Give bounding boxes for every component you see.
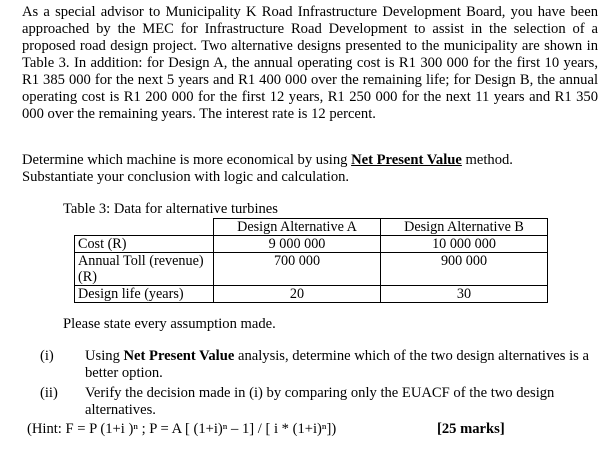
cell-cost-b: 10 000 000 xyxy=(381,236,548,253)
row-label-design-life: Design life (years) xyxy=(75,286,214,303)
task-paragraph xyxy=(22,152,598,186)
question-number: (i) xyxy=(40,348,54,364)
assumption-note: Please state every assumption made. xyxy=(63,316,276,332)
task-line-2: Substantiate your conclusion with logic and calculation. xyxy=(22,169,350,185)
table-row xyxy=(75,236,548,253)
formula-hint: (Hint: F = P (1+i )ⁿ ; P = A [ (1+i)ⁿ – 1] / [ i * (1+i)ⁿ]) xyxy=(27,421,337,437)
marks-label: [25 marks] xyxy=(437,421,505,437)
cell-life-b: 30 xyxy=(381,286,548,303)
intro-paragraph: As a special advisor to Municipality K Road Infrastructure Development Board, you have been approached by the MEC for Infrastructure Road Development to assist in the selection of a proposed road design project. Two alternative designs presented to the municipality are shown in Table 3. In addition: for Design A, the annual operating cost is R1 300 000 for the first 10 years, R1 385 000 for the next 5 years and R1 400 000 over the remaining life; for Design B, the annual operating cost is R1 200 000 for the first 12 years, R1 250 000 for the next 11 years and R1 350 000 over the remaining years. The interest rate is 12 percent. xyxy=(22,4,598,122)
question-text xyxy=(85,348,600,382)
table-header-design-b: Design Alternative B xyxy=(381,219,548,236)
table-row xyxy=(75,286,548,303)
question-text-before: Using xyxy=(85,348,124,364)
question-bold: Net Present Value xyxy=(123,348,235,364)
question-ii xyxy=(40,385,600,419)
table-header-design-a: Design Alternative A xyxy=(214,219,381,236)
data-table xyxy=(74,218,548,303)
row-label-cost: Cost (R) xyxy=(75,236,214,253)
table-row xyxy=(75,253,548,286)
table-caption: Table 3: Data for alternative turbines xyxy=(63,201,278,217)
question-text: Verify the decision made in (i) by comparing only the EUACF of the two design alternatives. xyxy=(85,385,555,418)
cell-toll-b: 900 000 xyxy=(381,253,548,286)
question-i xyxy=(40,348,600,382)
row-label-annual-toll: Annual Toll (revenue) (R) xyxy=(75,253,214,286)
question-number: (ii) xyxy=(40,385,58,401)
question-text-after: analysis, determine which of the two design alternatives is a better option. xyxy=(85,348,589,381)
cell-toll-a: 700 000 xyxy=(214,253,381,286)
cell-cost-a: 9 000 000 xyxy=(214,236,381,253)
table-header-blank xyxy=(75,219,214,236)
task-text-before: Determine which machine is more economical by using xyxy=(22,152,352,168)
task-method: Net Present Value xyxy=(351,152,462,168)
table-header-row xyxy=(75,219,548,236)
cell-life-a: 20 xyxy=(214,286,381,303)
task-text-after: method. xyxy=(461,152,513,168)
